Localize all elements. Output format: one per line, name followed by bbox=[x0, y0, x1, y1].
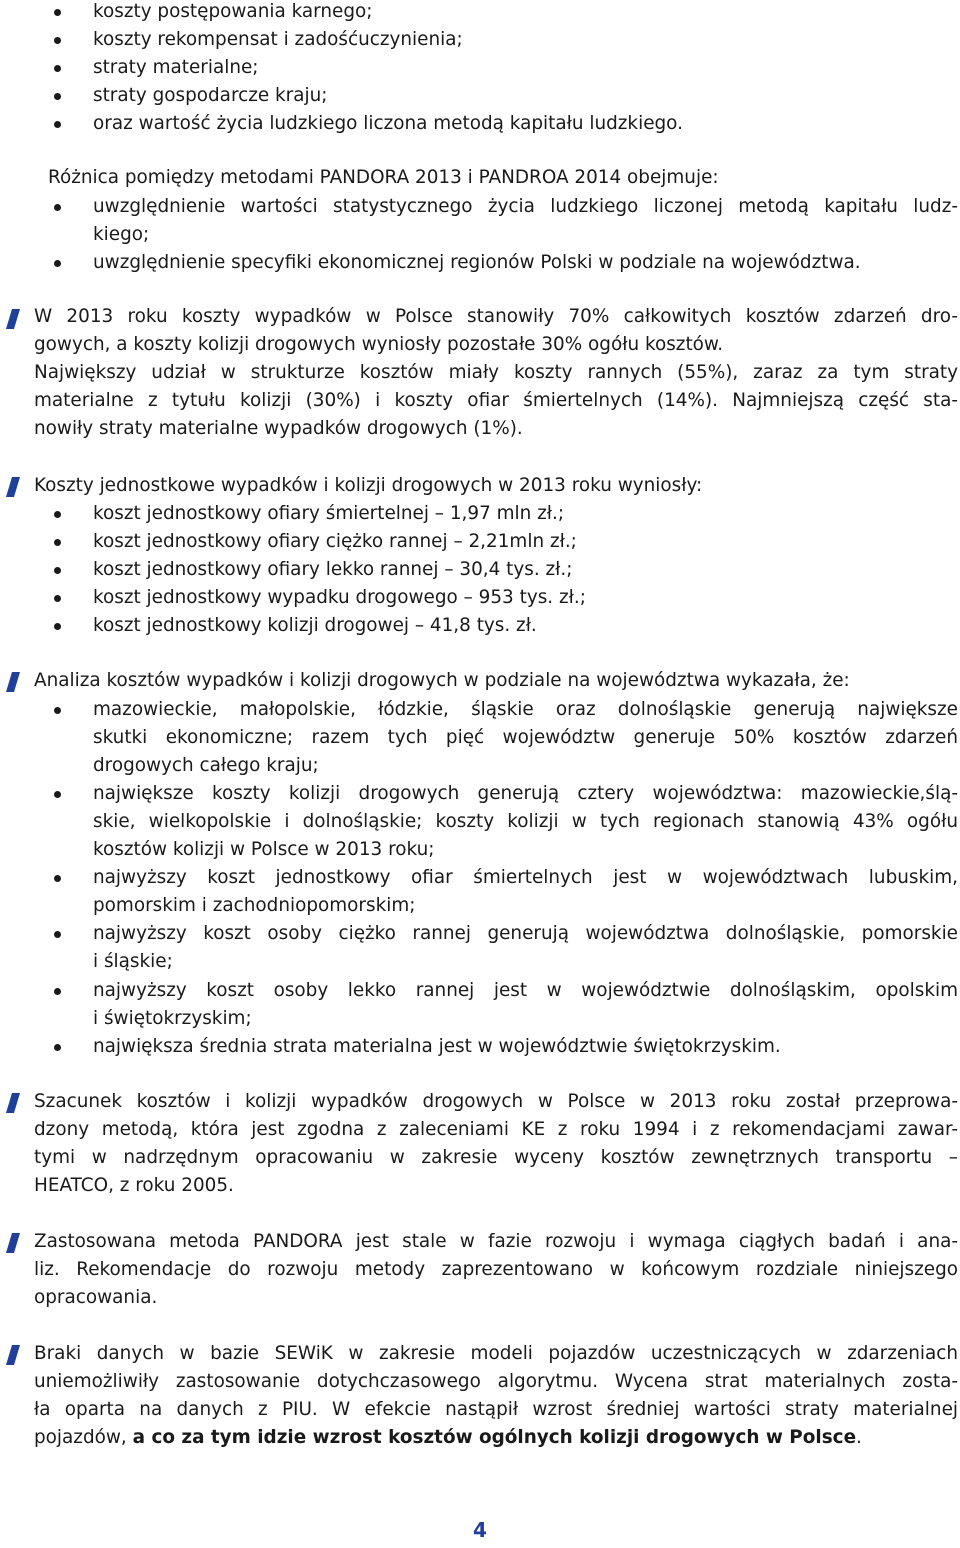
list-item: koszty postępowania karnego; bbox=[93, 1, 373, 22]
list-item: najwyższy koszt jednostkowy ofiar śmiertelnych jest w województwach lubuskim, bbox=[93, 867, 958, 888]
list-item: koszty rekompensat i zadośćuczynienia; bbox=[93, 29, 463, 50]
text-run: . bbox=[856, 1427, 862, 1448]
paragraph-line: Braki danych w bazie SEWiK w zakresie modeli pojazdów uczestniczących w zdarzeniach bbox=[34, 1343, 958, 1364]
paragraph-intro: Analiza kosztów wypadków i kolizji drogowych w podziale na województwa wykazała, że: bbox=[34, 670, 850, 691]
paragraph-line: HEATCO, z roku 2005. bbox=[34, 1175, 234, 1196]
diff-intro: Różnica pomiędzy metodami PANDORA 2013 i PANDROA 2014 obejmuje: bbox=[48, 167, 719, 188]
list-item: straty gospodarcze kraju; bbox=[93, 85, 328, 106]
list-item-continuation: skie, wielkopolskie i dolnośląskie; koszty kolizji w tych regionach stanowią 43% ogółu bbox=[93, 811, 958, 832]
page-number: 4 bbox=[473, 1518, 487, 1542]
list-item: koszt jednostkowy ofiary lekko rannej – 30,4 tys. zł.; bbox=[93, 559, 573, 580]
paragraph-line: Zastosowana metoda PANDORA jest stale w fazie rozwoju i wymaga ciągłych badań i ana- bbox=[34, 1231, 958, 1252]
paragraph-line: Szacunek kosztów i kolizji wypadków drogowych w Polsce w 2013 roku został przeprowa- bbox=[34, 1091, 958, 1112]
list-item: uwzględnienie wartości statystycznego życia ludzkiego liczonej metodą kapitału ludz- bbox=[93, 196, 958, 217]
paragraph-line: ła oparta na danych z PIU. W efekcie nastąpił wzrost średniej wartości straty materialnej bbox=[34, 1399, 958, 1420]
list-item-continuation: pomorskim i zachodniopomorskim; bbox=[93, 895, 416, 916]
list-item-continuation: kiego; bbox=[93, 224, 150, 245]
slash-marker-icon bbox=[6, 672, 20, 692]
paragraph-line: nowiły straty materialne wypadków drogowych (1%). bbox=[34, 418, 523, 439]
paragraph-line: liz. Rekomendacje do rozwoju metody zaprezentowano w końcowym rozdziale niniejszego bbox=[34, 1259, 958, 1280]
list-item: straty materialne; bbox=[93, 57, 259, 78]
paragraph-line bbox=[34, 1424, 960, 1452]
text-run: pojazdów, bbox=[34, 1427, 133, 1448]
list-item-continuation: skutki ekonomiczne; razem tych pięć województw generuje 50% kosztów zdarzeń bbox=[93, 727, 958, 748]
list-item: koszt jednostkowy wypadku drogowego – 953 tys. zł.; bbox=[93, 587, 586, 608]
slash-marker-icon bbox=[6, 1093, 20, 1113]
list-item: koszt jednostkowy ofiary ciężko rannej – 2,21mln zł.; bbox=[93, 531, 577, 552]
paragraph-line: Największy udział w strukturze kosztów miały koszty rannych (55%), zaraz za tym straty bbox=[34, 362, 958, 383]
list-item: najwyższy koszt osoby lekko rannej jest w województwie dolnośląskim, opolskim bbox=[93, 980, 958, 1001]
list-item-continuation: i świętokrzyskim; bbox=[93, 1008, 252, 1029]
list-item: uwzględnienie specyfiki ekonomicznej regionów Polski w podziale na województwa. bbox=[93, 252, 861, 273]
list-item-continuation: kosztów kolizji w Polsce w 2013 roku; bbox=[93, 839, 435, 860]
paragraph-line: tymi w nadrzędnym opracowaniu w zakresie wyceny kosztów zewnętrznych transportu – bbox=[34, 1147, 958, 1168]
list-item-continuation: i śląskie; bbox=[93, 951, 173, 972]
paragraph-line: dzony metodą, która jest zgodna z zaleceniami KE z roku 1994 i z rekomendacjami zawar- bbox=[34, 1119, 958, 1140]
paragraph-line: gowych, a koszty kolizji drogowych wyniosły pozostałe 30% ogółu kosztów. bbox=[34, 334, 724, 355]
slash-marker-icon bbox=[6, 1233, 20, 1253]
slash-marker-icon bbox=[6, 309, 20, 329]
paragraph-line: opracowania. bbox=[34, 1287, 158, 1308]
paragraph-line: materialne z tytułu kolizji (30%) i koszty ofiar śmiertelnych (14%). Najmniejszą część sta- bbox=[34, 390, 958, 411]
paragraph-line: W 2013 roku koszty wypadków w Polsce stanowiły 70% całkowitych kosztów zdarzeń dro- bbox=[34, 306, 958, 327]
slash-marker-icon bbox=[6, 1345, 20, 1365]
list-item: najwyższy koszt osoby ciężko rannej generują województwa dolnośląskie, pomorskie bbox=[93, 923, 958, 944]
list-item: największa średnia strata materialna jest w województwie świętokrzyskim. bbox=[93, 1036, 781, 1057]
list-item: mazowieckie, małopolskie, łódzkie, śląskie oraz dolnośląskie generują największe bbox=[93, 699, 958, 720]
bold-conclusion: a co za tym idzie wzrost kosztów ogólnych kolizji drogowych w Polsce bbox=[132, 1427, 857, 1448]
paragraph-line: uniemożliwiły zastosowanie dotychczasowego algorytmu. Wycena strat materialnych zosta- bbox=[34, 1371, 958, 1392]
list-item: koszt jednostkowy ofiary śmiertelnej – 1,97 mln zł.; bbox=[93, 503, 565, 524]
list-item: największe koszty kolizji drogowych generują cztery województwa: mazowieckie,ślą- bbox=[93, 783, 958, 804]
slash-marker-icon bbox=[6, 477, 20, 497]
paragraph-intro: Koszty jednostkowe wypadków i kolizji drogowych w 2013 roku wyniosły: bbox=[34, 475, 703, 496]
list-item-continuation: drogowych całego kraju; bbox=[93, 755, 319, 776]
list-item: koszt jednostkowy kolizji drogowej – 41,8 tys. zł. bbox=[93, 615, 537, 636]
list-item: oraz wartość życia ludzkiego liczona metodą kapitału ludzkiego. bbox=[93, 113, 683, 134]
